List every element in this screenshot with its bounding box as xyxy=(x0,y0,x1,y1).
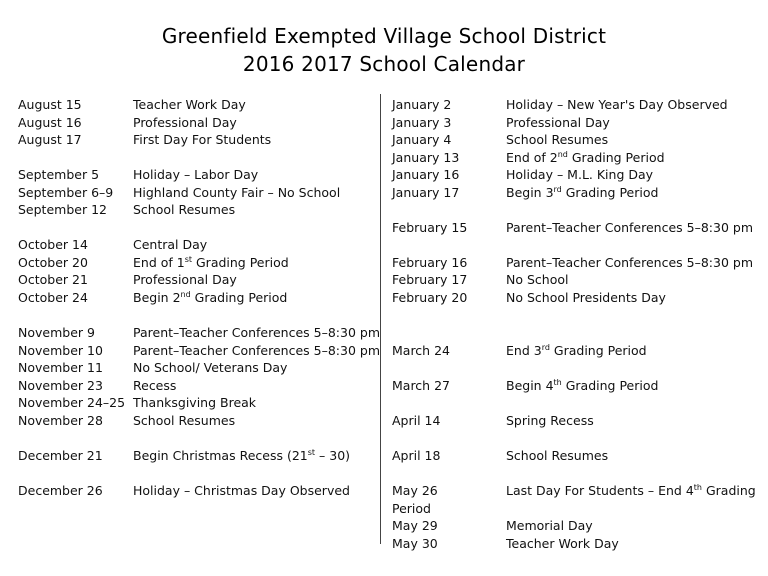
entry-event xyxy=(133,324,380,342)
event-text: First Day For Students xyxy=(133,132,272,147)
entry-date: January 17 xyxy=(392,185,460,200)
entry-event xyxy=(133,131,271,149)
event-text: Thanksgiving Break xyxy=(133,395,257,410)
entry-date: January 2 xyxy=(392,97,452,112)
entry-date: September 5 xyxy=(18,167,100,182)
entry-date: November 24–25 xyxy=(18,395,126,410)
entry-event xyxy=(506,271,568,289)
entry-date: April 14 xyxy=(392,413,441,428)
event-text: Parent–Teacher Conferences 5–8:30 pm xyxy=(133,343,380,358)
event-text-tail: Grading Period xyxy=(549,343,647,358)
entry-date: August 15 xyxy=(18,97,82,112)
entry-event xyxy=(133,236,207,254)
event-text: End of 1 xyxy=(133,255,185,270)
event-text-tail: – 30) xyxy=(315,448,351,463)
event-text: Holiday – Christmas Day Observed xyxy=(133,483,350,498)
entry-date: February 16 xyxy=(392,255,468,270)
event-text-tail: Grading Period xyxy=(561,185,659,200)
entry-event xyxy=(506,219,753,237)
entry-event xyxy=(133,447,350,465)
ordinal-suffix: th xyxy=(553,378,562,387)
entry-event xyxy=(506,482,756,500)
event-text-tail: Grading Period xyxy=(561,378,659,393)
entry-date: January 4 xyxy=(392,132,452,147)
event-text: Central Day xyxy=(133,237,208,252)
event-text: School Resumes xyxy=(506,132,609,147)
event-text: Parent–Teacher Conferences 5–8:30 pm xyxy=(506,255,753,270)
event-text: End 3 xyxy=(506,343,542,358)
entry-event xyxy=(506,517,593,535)
event-text: Holiday – New Year's Day Observed xyxy=(506,97,728,112)
event-text: Teacher Work Day xyxy=(506,536,619,551)
entry-event xyxy=(133,254,289,272)
calendar-title: 2016 2017 School Calendar xyxy=(242,52,526,76)
entry-event xyxy=(506,289,666,307)
event-text: End of 2 xyxy=(506,150,558,165)
entry-date: May 30 xyxy=(392,536,438,551)
entry-date: August 17 xyxy=(18,132,82,147)
entry-date: November 23 xyxy=(18,378,103,393)
entry-date: May 26 xyxy=(392,483,438,498)
event-text: School Resumes xyxy=(506,448,609,463)
entry-date: January 16 xyxy=(392,167,460,182)
entry-event xyxy=(133,96,246,114)
entry-date: March 27 xyxy=(392,378,450,393)
event-text: Begin Christmas Recess (21 xyxy=(133,448,308,463)
entry-date: May 29 xyxy=(392,518,438,533)
entry-date: September 12 xyxy=(18,202,107,217)
event-text: Recess xyxy=(133,378,177,393)
ordinal-suffix: th xyxy=(693,483,702,492)
ordinal-suffix: nd xyxy=(557,150,568,159)
event-text: Begin 4 xyxy=(506,378,554,393)
entry-date: November 10 xyxy=(18,343,103,358)
event-text: No School/ Veterans Day xyxy=(133,360,288,375)
entry-event xyxy=(506,254,753,272)
event-text: Last Day For Students – End 4 xyxy=(506,483,694,498)
event-text-tail: Grading Period xyxy=(190,290,288,305)
entry-date: January 13 xyxy=(392,150,460,165)
entry-date: December 21 xyxy=(18,448,103,463)
entry-event xyxy=(506,412,594,430)
entry-date: January 3 xyxy=(392,115,452,130)
event-text: Highland County Fair – No School xyxy=(133,185,341,200)
entry-event xyxy=(133,289,287,307)
entry-event xyxy=(506,535,619,553)
entry-date: Period xyxy=(392,501,431,516)
entry-date: February 17 xyxy=(392,272,468,287)
entry-event xyxy=(133,377,176,395)
event-text: Professional Day xyxy=(133,272,237,287)
event-text: Parent–Teacher Conferences 5–8:30 pm xyxy=(133,325,380,340)
event-text: Holiday – Labor Day xyxy=(133,167,259,182)
entry-event xyxy=(133,342,380,360)
event-text: Spring Recess xyxy=(506,413,594,428)
event-text: School Resumes xyxy=(133,413,236,428)
event-text: School Resumes xyxy=(133,202,236,217)
entry-event xyxy=(133,394,256,412)
ordinal-suffix: rd xyxy=(541,343,550,352)
entry-date: February 20 xyxy=(392,290,468,305)
entry-date: October 21 xyxy=(18,272,88,287)
entry-date: February 15 xyxy=(392,220,468,235)
event-text-tail: Grading xyxy=(702,483,756,498)
entry-event xyxy=(506,342,647,360)
event-text: Parent–Teacher Conferences 5–8:30 pm xyxy=(506,220,753,235)
event-text: Teacher Work Day xyxy=(133,97,246,112)
entry-date: October 14 xyxy=(18,237,88,252)
entry-event xyxy=(133,271,237,289)
entry-event xyxy=(506,166,653,184)
calendar-header xyxy=(0,22,768,78)
entry-event xyxy=(506,377,658,395)
district-title: Greenfield Exempted Village School District xyxy=(161,24,607,48)
entry-date: December 26 xyxy=(18,483,103,498)
event-text: Professional Day xyxy=(133,115,237,130)
entry-event xyxy=(133,166,258,184)
entry-event xyxy=(133,184,340,202)
ordinal-suffix: st xyxy=(184,255,193,264)
entry-date: April 18 xyxy=(392,448,441,463)
entry-event xyxy=(133,412,235,430)
entry-event xyxy=(133,114,237,132)
entry-date: August 16 xyxy=(18,115,82,130)
entry-event xyxy=(506,184,658,202)
event-text: Begin 2 xyxy=(133,290,181,305)
event-text: Professional Day xyxy=(506,115,610,130)
ordinal-suffix: st xyxy=(307,448,316,457)
event-text: No School xyxy=(506,272,569,287)
event-text-tail: Grading Period xyxy=(567,150,665,165)
entry-event xyxy=(133,482,350,500)
entry-date: October 24 xyxy=(18,290,88,305)
entry-event xyxy=(506,96,728,114)
ordinal-suffix: rd xyxy=(553,185,562,194)
entry-date: November 28 xyxy=(18,413,103,428)
entry-event xyxy=(506,149,665,167)
ordinal-suffix: nd xyxy=(180,290,191,299)
entry-date: September 6–9 xyxy=(18,185,114,200)
entry-date: March 24 xyxy=(392,343,450,358)
entry-event xyxy=(133,359,287,377)
column-divider xyxy=(380,94,381,544)
entry-date: October 20 xyxy=(18,255,88,270)
event-text: Holiday – M.L. King Day xyxy=(506,167,654,182)
entry-event xyxy=(506,114,610,132)
entry-event xyxy=(506,131,608,149)
event-text: Memorial Day xyxy=(506,518,593,533)
event-text-tail: Grading Period xyxy=(192,255,289,270)
entry-date: November 9 xyxy=(18,325,95,340)
event-text: Begin 3 xyxy=(506,185,554,200)
entry-event xyxy=(506,447,608,465)
event-text: No School Presidents Day xyxy=(506,290,666,305)
entry-date: November 11 xyxy=(18,360,103,375)
entry-event xyxy=(133,201,235,219)
